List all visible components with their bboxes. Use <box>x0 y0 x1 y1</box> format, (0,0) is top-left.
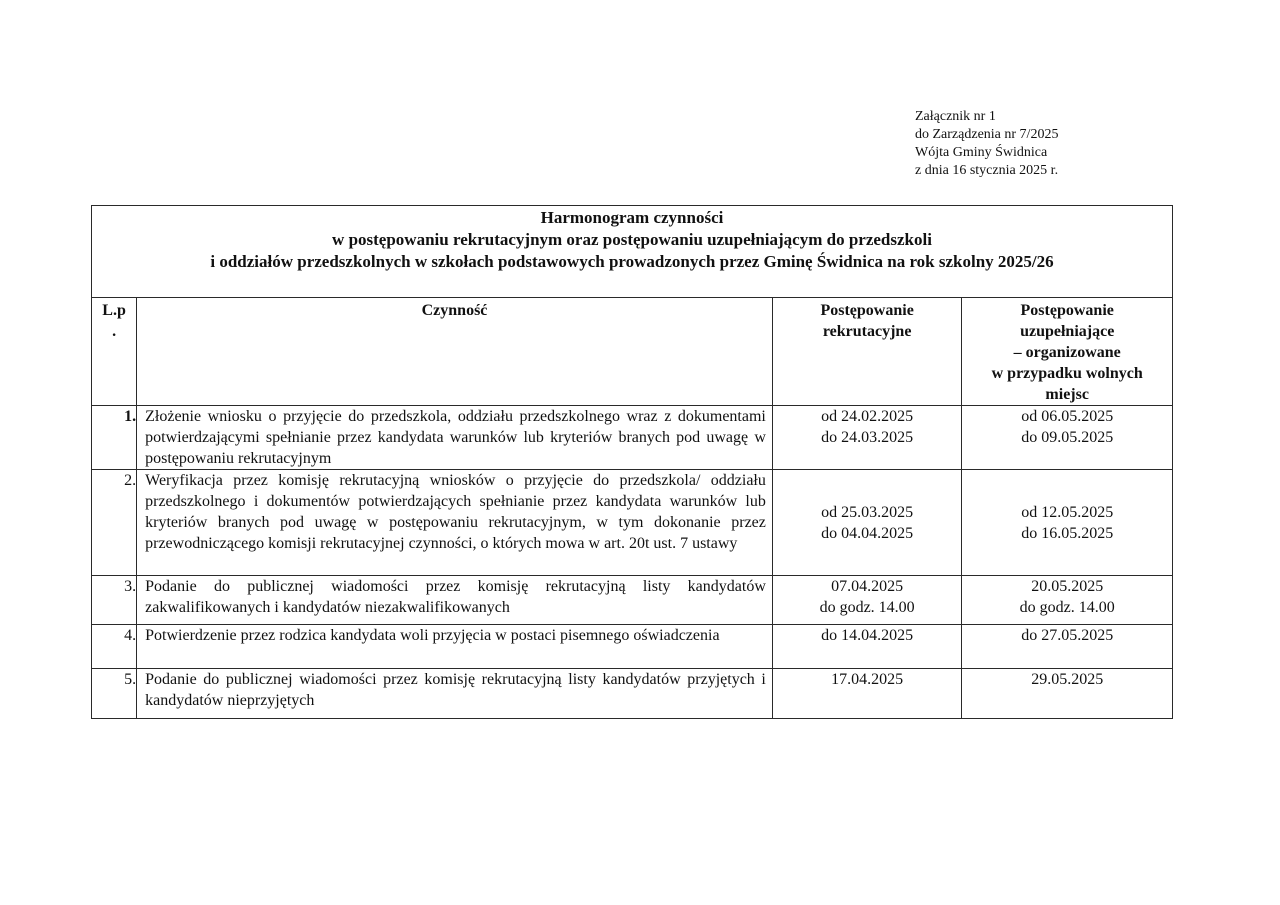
header-supplementary-text: Postępowanie <box>1020 302 1114 319</box>
row-activity: Podanie do publicznej wiadomości przez komisję rekrutacyjną listy kandydatów zakwalifikowanych i kandydatów niezakwalifikowanych <box>137 576 773 625</box>
header-recruitment-text: Postępowanie <box>820 302 914 319</box>
date-line: do godz. 14.00 <box>1019 599 1115 616</box>
row-activity: Złożenie wniosku o przyjęcie do przedszkola, oddziału przedszkolnego wraz z dokumentami potwierdzającymi spełnianie przez kandydata warunków lub kryteriów branych pod uwagę w postępowaniu rekrutacyjnym <box>137 406 773 470</box>
header-supplementary-text: uzupełniające <box>1020 323 1115 340</box>
date-line: 20.05.2025 <box>1031 578 1104 595</box>
row-activity: Weryfikacja przez komisję rekrutacyjną wniosków o przyjęcie do przedszkola/ oddziału przedszkolnego i dokumentów potwierdzających spełnianie przez kandydata warunków lub kryteriów branych pod uwagę w postępowaniu rekrutacyjnym, w tym dokonanie przez przewodniczącego komisji rekrutacyjnej czynności, o których mowa w art. 20t ust. 7 ustawy <box>137 470 773 576</box>
title-row <box>92 206 1173 298</box>
header-row <box>92 298 1173 406</box>
date-line: do 14.04.2025 <box>821 627 914 644</box>
row-supplementary-date <box>962 406 1173 470</box>
date-line: do 04.04.2025 <box>821 524 914 542</box>
row-activity: Potwierdzenie przez rodzica kandydata woli przyjęcia w postaci pisemnego oświadczenia <box>137 625 773 669</box>
row-recruitment-date <box>772 576 962 625</box>
date-line: od 24.02.2025 <box>821 408 914 425</box>
row-recruitment-date <box>772 625 962 669</box>
date-line: od 06.05.2025 <box>1021 408 1114 425</box>
attachment-line: z dnia 16 stycznia 2025 r. <box>915 163 1059 178</box>
row-recruitment-date <box>772 669 962 719</box>
row-number: 4. <box>92 625 137 669</box>
attachment-note <box>915 108 1058 180</box>
table-row <box>92 470 1173 576</box>
header-activity: Czynność <box>137 298 773 406</box>
title-line: i oddziałów przedszkolnych w szkołach podstawowych prowadzonych przez Gminę Świdnica na rok szkolny 2025/26 <box>210 252 1054 271</box>
title-line: Harmonogram czynności <box>540 208 724 227</box>
row-supplementary-date <box>962 669 1173 719</box>
header-lp-text: . <box>112 323 117 340</box>
date-line: od 12.05.2025 <box>1021 503 1114 521</box>
header-supplementary-text: – organizowane <box>1013 344 1121 361</box>
attachment-line: do Zarządzenia nr 7/2025 <box>915 127 1059 142</box>
row-supplementary-date <box>962 576 1173 625</box>
table-title <box>92 206 1173 298</box>
date-line: 07.04.2025 <box>831 578 904 595</box>
table-row <box>92 406 1173 470</box>
table-row <box>92 576 1173 625</box>
table-row <box>92 669 1173 719</box>
attachment-line: Wójta Gminy Świdnica <box>915 145 1048 160</box>
attachment-line: Załącznik nr 1 <box>915 109 996 124</box>
header-recruitment-text: rekrutacyjne <box>822 323 912 340</box>
row-number: 3. <box>92 576 137 625</box>
header-lp <box>92 298 137 406</box>
row-activity: Podanie do publicznej wiadomości przez komisję rekrutacyjną listy kandydatów przyjętych i kandydatów nieprzyjętych <box>137 669 773 719</box>
header-supplementary-text: miejsc <box>1045 386 1089 403</box>
row-supplementary-date <box>962 470 1173 576</box>
header-supplementary-text: w przypadku wolnych <box>991 365 1143 382</box>
date-line: do 27.05.2025 <box>1021 627 1114 644</box>
row-supplementary-date <box>962 625 1173 669</box>
title-line: w postępowaniu rekrutacyjnym oraz postępowaniu uzupełniającym do przedszkoli <box>332 230 932 249</box>
date-line: 29.05.2025 <box>1031 671 1104 688</box>
row-number: 1. <box>92 406 137 470</box>
schedule-table <box>91 205 1173 719</box>
header-lp-text: L.p <box>102 302 126 319</box>
row-recruitment-date <box>772 406 962 470</box>
row-number: 2. <box>92 470 137 576</box>
date-line: do 24.03.2025 <box>821 429 914 446</box>
header-recruitment <box>772 298 962 406</box>
row-recruitment-date <box>772 470 962 576</box>
date-line: 17.04.2025 <box>831 671 904 688</box>
table-row <box>92 625 1173 669</box>
date-line: do 09.05.2025 <box>1021 429 1114 446</box>
header-supplementary <box>962 298 1173 406</box>
date-line: od 25.03.2025 <box>821 503 914 521</box>
date-line: do 16.05.2025 <box>1021 524 1114 542</box>
row-number: 5. <box>92 669 137 719</box>
date-line: do godz. 14.00 <box>819 599 915 616</box>
